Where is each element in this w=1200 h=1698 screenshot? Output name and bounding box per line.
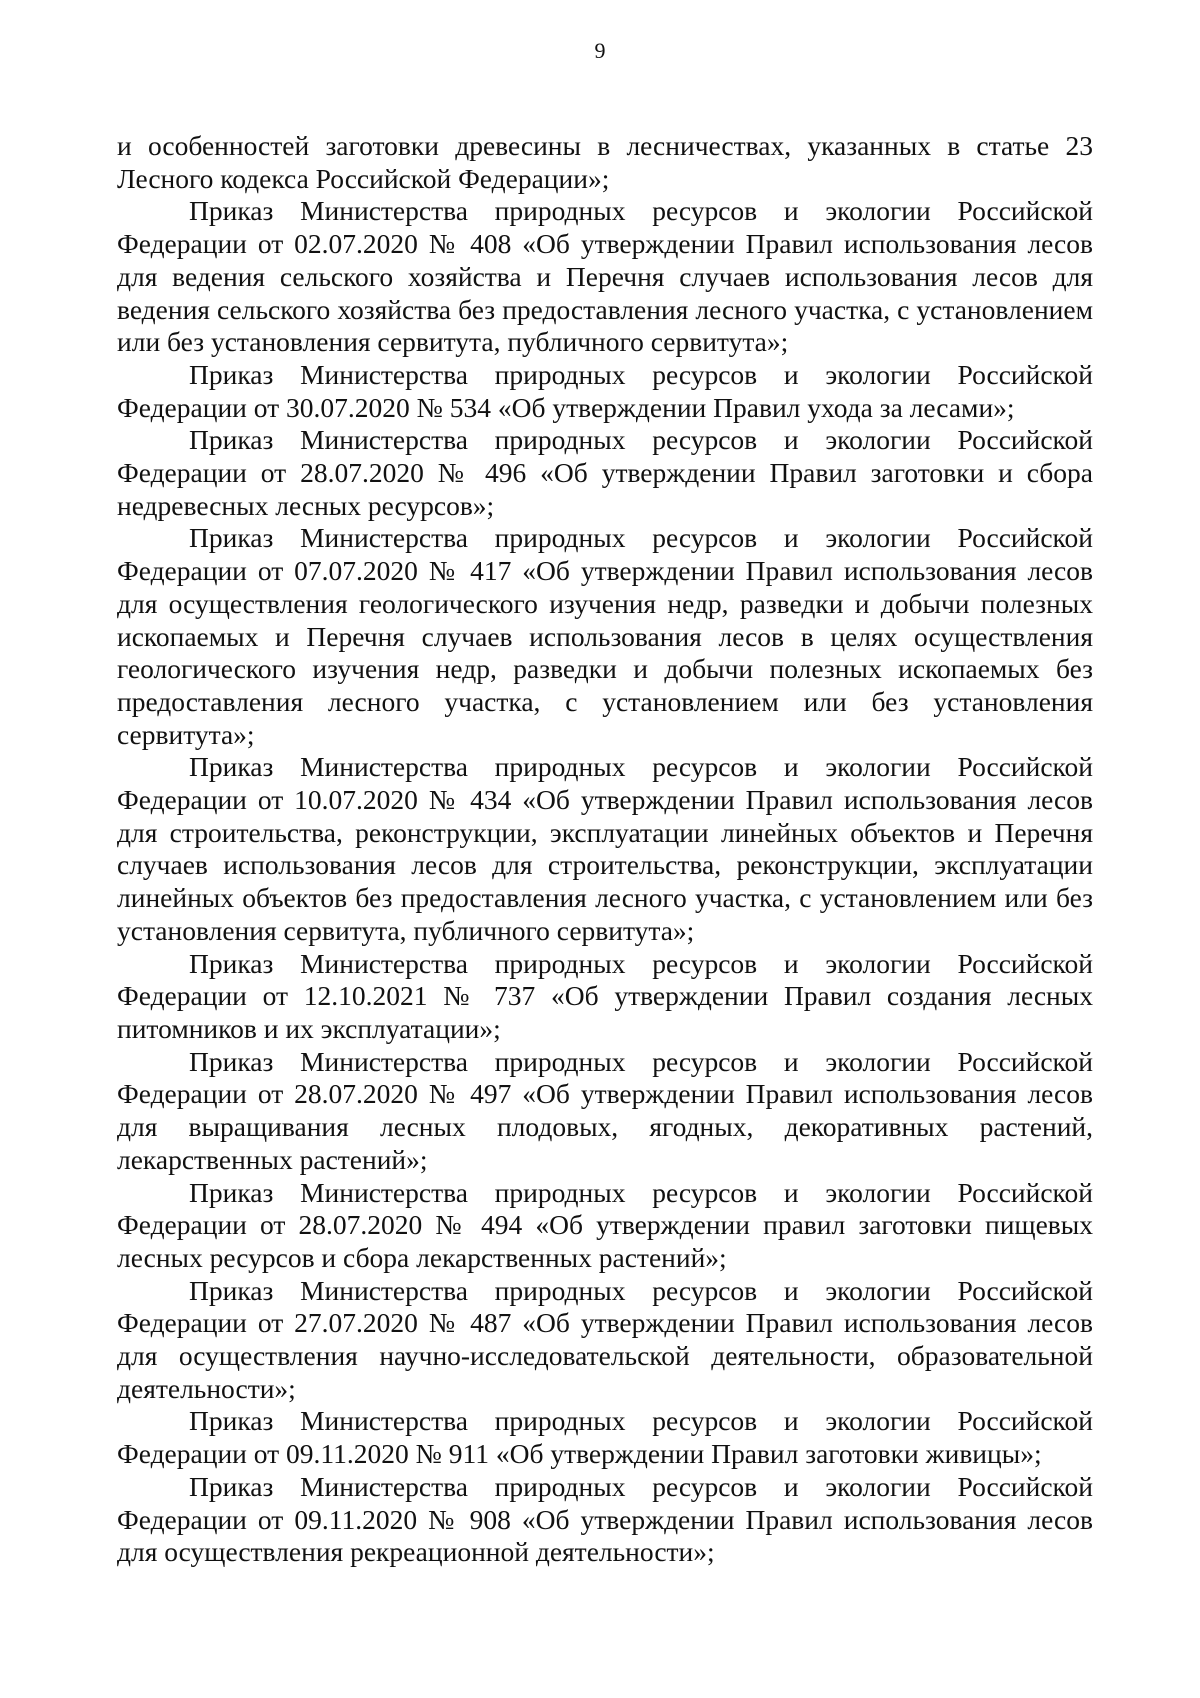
document-body (117, 130, 1093, 1569)
page-number: 9 (594, 38, 606, 63)
paragraph-order-417: Приказ Министерства природных ресурсов и экологии Российской Федерации от 07.07.2020 № 417 «Об утверждении Правил использования лесов для осуществления геологического изучения недр, разведки и добычи полезных ископаемых и Перечня случаев использования лесов в целях осуществления геологического изучения недр, разведки и добычи полезных ископаемых без предоставления лесного участка, с установлением или без установления сервитута»; (117, 522, 1093, 750)
paragraph-order-434: Приказ Министерства природных ресурсов и экологии Российской Федерации от 10.07.2020 № 434 «Об утверждении Правил использования лесов для строительства, реконструкции, эксплуатации линейных объектов и Перечня случаев использования лесов для строительства, реконструкции, эксплуатации линейных объектов без предоставления лесного участка, с установлением или без установления сервитута, публичного сервитута»; (117, 751, 1093, 946)
paragraph-continuation: и особенностей заготовки древесины в лесничествах, указанных в статье 23 Лесного кодекса Российской Федерации»; (117, 130, 1093, 194)
paragraph-order-497: Приказ Министерства природных ресурсов и экологии Российской Федерации от 28.07.2020 № 497 «Об утверждении Правил использования лесов для выращивания лесных плодовых, ягодных, декоративных растений, лекарственных растений»; (117, 1045, 1093, 1175)
paragraph-order-494: Приказ Министерства природных ресурсов и экологии Российской Федерации от 28.07.2020 № 494 «Об утверждении правил заготовки пищевых лесных ресурсов и сбора лекарственных растений»; (117, 1176, 1093, 1273)
paragraph-order-737: Приказ Министерства природных ресурсов и экологии Российской Федерации от 12.10.2021 № 737 «Об утверждении Правил создания лесных питомников и их эксплуатации»; (117, 947, 1093, 1044)
paragraph-order-408: Приказ Министерства природных ресурсов и экологии Российской Федерации от 02.07.2020 № 408 «Об утверждении Правил использования лесов для ведения сельского хозяйства и Перечня случаев использования лесов для ведения сельского хозяйства без предоставления лесного участка, с установлением или без установления сервитута, публичного сервитута»; (117, 195, 1093, 358)
paragraph-order-487: Приказ Министерства природных ресурсов и экологии Российской Федерации от 27.07.2020 № 487 «Об утверждении Правил использования лесов для осуществления научно-исследовательской деятельности, образовательной деятельности»; (117, 1274, 1093, 1404)
paragraph-order-496: Приказ Министерства природных ресурсов и экологии Российской Федерации от 28.07.2020 № 496 «Об утверждении Правил заготовки и сбора недревесных лесных ресурсов»; (117, 424, 1093, 521)
paragraph-order-908: Приказ Министерства природных ресурсов и экологии Российской Федерации от 09.11.2020 № 908 «Об утверждении Правил использования лесов для осуществления рекреационной деятельности»; (117, 1470, 1093, 1568)
paragraph-order-911: Приказ Министерства природных ресурсов и экологии Российской Федерации от 09.11.2020 № 911 «Об утверждении Правил заготовки живицы»; (117, 1405, 1093, 1470)
paragraph-order-534: Приказ Министерства природных ресурсов и экологии Российской Федерации от 30.07.2020 № 534 «Об утверждении Правил ухода за лесами»; (117, 358, 1093, 423)
